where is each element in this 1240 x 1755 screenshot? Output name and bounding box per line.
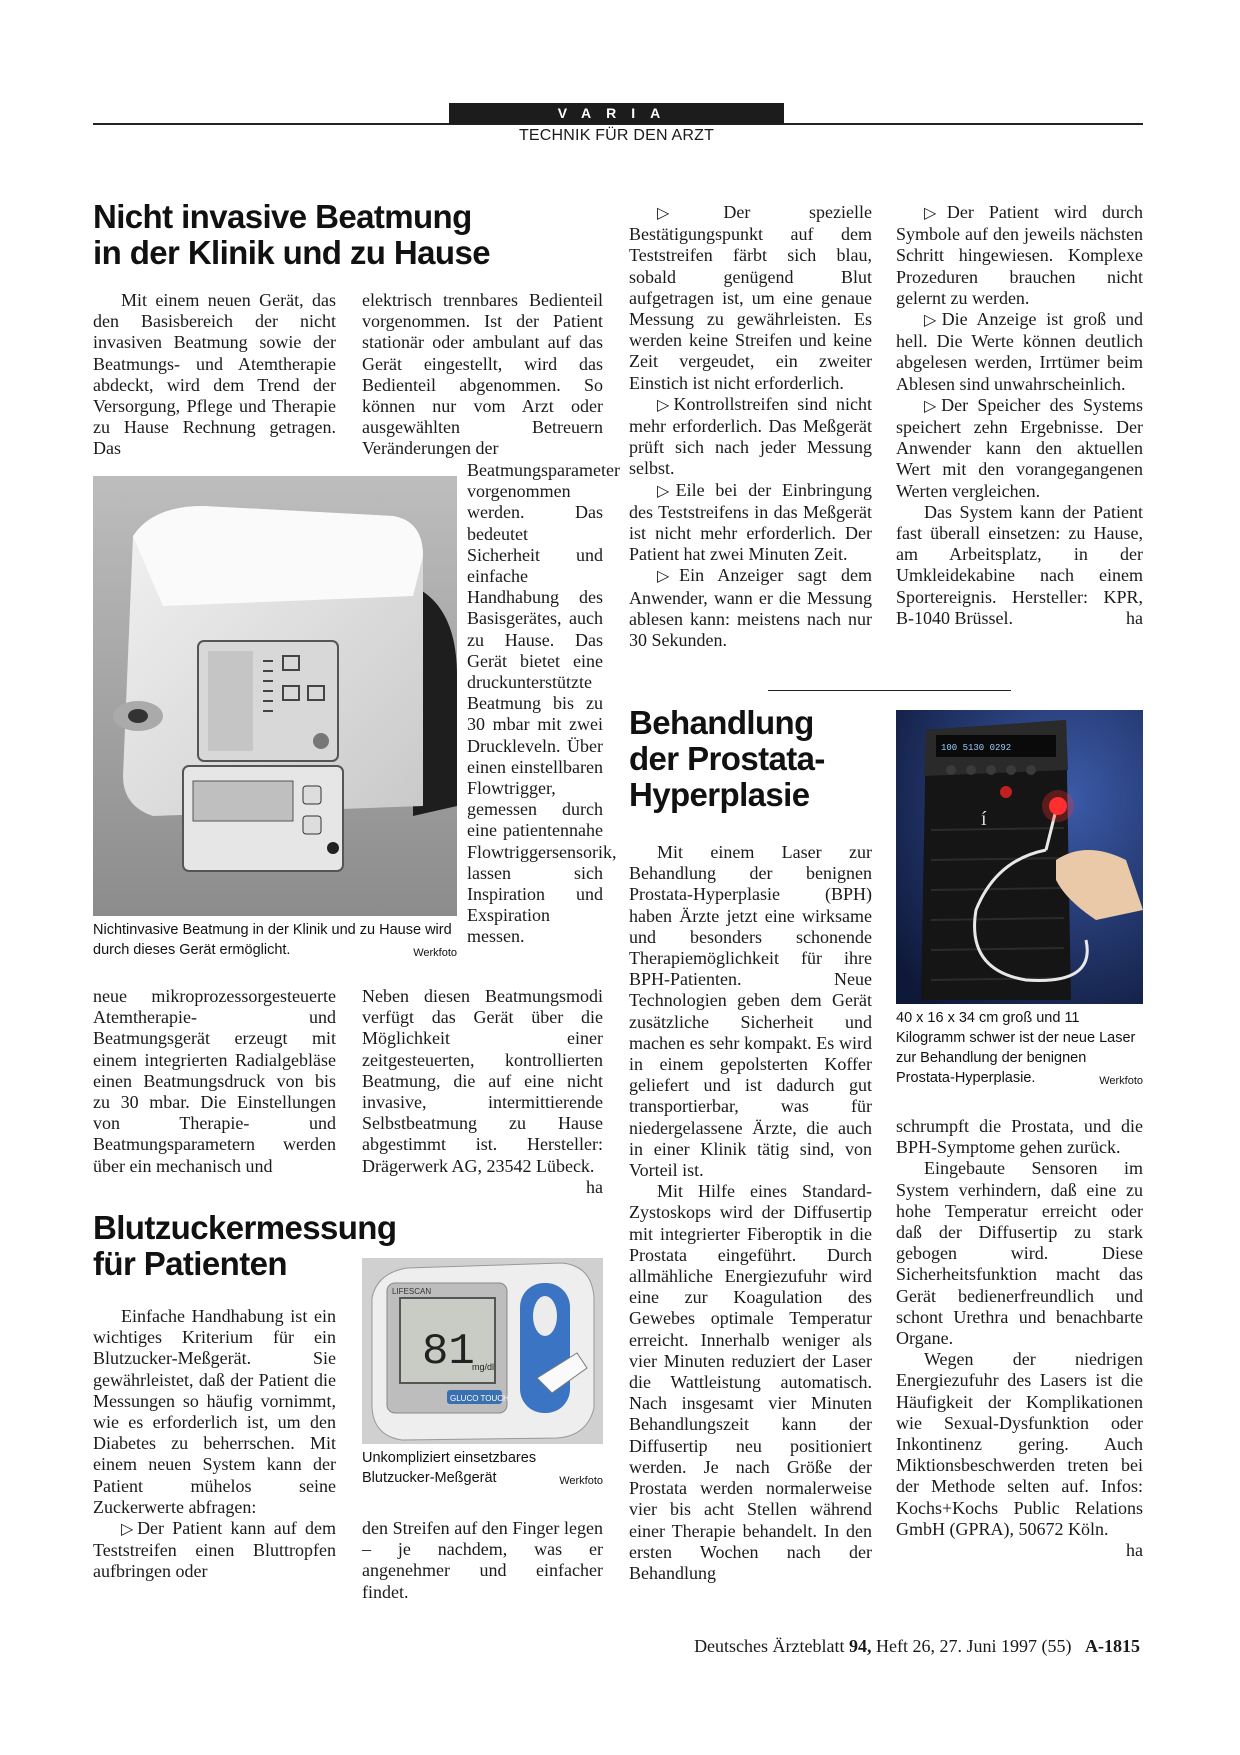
ventilator-caption: Nichtinvasive Beatmung in der Klinik und zu Hause wird durch dieses Gerät ermöglicht. Werkfoto: [93, 920, 457, 963]
ventilator-credit: Werkfoto: [413, 947, 457, 959]
brand-label: LIFESCAN: [392, 1287, 432, 1296]
article1-headline: Nicht invasive Beatmung in der Klinik und zu Hause: [93, 198, 490, 271]
laser-photo: [896, 710, 1143, 1004]
glucose-unit: mg/dl: [472, 1362, 495, 1372]
article1-col1-bottom: neue mikroprozessorgesteuerte Atemtherapie- und Beatmungsgerät erzeugt mit einem integrierten Radialgebläse einen Beatmungsdruck von bis zu 30 mbar. Die Einstellungen von Therapie- und Beatmungsparametern werden über ein mechanisch und: [93, 986, 336, 1176]
article3-col3: Mit einem Laser zur Behandlung der benignen Prostata-Hyperplasie (BPH) haben Ärzte jetzt eine wirksame und besonders schonende Therapiemöglichkeit für ihre BPH-Patienten. Neue Technologien geben dem Gerät zusätzliche Sicherheit und machen es sehr kompakt. Es wird in einem gepolsterten Koffer geliefert und ist dadurch gut transportierbar, was für niedergelassene Ärzte, die auch in einer Klinik tätig sind, von Vorteil ist. Mit Hilfe eines Standard-Zystoskops wird der Diffusertip mit integrierter Fiberoptik in die Prostata eingeführt. Durch allmähliche Energiezufuhr wird eine zur Koagulation des Gewebes optimale Temperatur erreicht. Innerhalb weniger als vier Minuten reduziert der Laser die Wattleistung automatisch. Nach insgesamt vier Minuten Behandlungszeit kann der Diffusertip neu positioniert werden. Je nach Größe der Prostata werden normalerweise vier bis acht Stellen während einer Therapie behandelt. In den ersten Wochen nach der Behandlung: [629, 842, 872, 1583]
bullet-triangle-icon: ▷: [657, 568, 680, 586]
article2-headline: Blutzuckermessung für Patienten: [93, 1209, 397, 1282]
page-footer: Deutsches Ärzteblatt 94, Heft 26, 27. Juni 1997 (55) A-1815: [694, 1636, 1140, 1656]
brand-button-label: GLUCO TOUCH: [450, 1394, 509, 1403]
bullet-triangle-icon: ▷: [924, 205, 947, 222]
glucose-credit: Werkfoto: [559, 1475, 603, 1487]
ventilator-photo: [93, 476, 457, 916]
bullet-triangle-icon: ▷: [924, 312, 942, 330]
page-number: A-1815: [1085, 1636, 1140, 1656]
article2-col1: Einfache Handhabung ist ein wichtiges Kriterium für ein Blutzucker-Meßgerät. Sie gewährleistet, daß der Patient die Messungen so häufig vornimmt, wie es erforderlich ist, um den Diabetes zu beherrschen. Mit einem neuen System kann der Patient mühelos seine Zuckerwerte abfragen: ▷Der Patient kann auf dem Teststreifen einen Bluttropfen aufbringen oder: [93, 1306, 336, 1582]
article2-col3-bullets: ▷Der spezielle Bestätigungspunkt auf dem Teststreifen färbt sich blau, sobald genügend Blut aufgetragen ist, um eine genaue Messung zu gewährleisten. Es werden keine Streifen und keine Zeit vergeudet, ein zweiter Einstich ist nicht erforderlich. ▷Kontrollstreifen sind nicht mehr erforderlich. Das Meßgerät prüft sich nach jeder Messung selbst. ▷Eile bei der Einbringung des Teststreifens in das Meßgerät ist nicht mehr erforderlich. Der Patient hat zwei Minuten Zeit. ▷Ein Anzeiger sagt dem Anwender, wann er die Messung ablesen kann: meistens nach nur 30 Sekunden.: [629, 202, 873, 651]
article1-col1-top: Mit einem neuen Gerät, das den Basisbereich der nicht invasiven Beatmung sowie der Beatmungs- und Atemtherapie abdeckt, wird dem Trend der Versorgung, Pflege und Therapie zu Hause Rechnung getragen. Das: [93, 290, 336, 459]
svg-text:í: í: [981, 808, 987, 830]
subsection-title: TECHNIK FÜR DEN ARZT: [518, 127, 715, 144]
article1-col2-bottom: Neben diesen Beatmungsmodi verfügt das Gerät über die Möglichkeit einer zeitgesteuerten, kontrollierten Beatmung, die auf eine nicht invasive, intermittierende Selbstbeatmung zu Hause abgestimmt ist. Hersteller: Drägerwerk AG, 23542 Lübeck. ha: [362, 986, 603, 1197]
glucose-caption: Unkompliziert einsetzbares Blutzucker-Meßgerät Werkfoto: [362, 1448, 603, 1491]
glucose-meter-photo: [362, 1258, 603, 1444]
section-bar: VARIA: [449, 103, 784, 124]
laser-display: 100 5130 0292: [941, 743, 1012, 753]
bullet-triangle-icon: ▷: [924, 397, 942, 415]
bullet-triangle-icon: ▷: [657, 205, 724, 222]
laser-caption: 40 x 16 x 34 cm groß und 11 Kilogramm schwer ist der neue Laser zur Behandlung der benignen Prostata-Hyperplasie. Werkfoto: [896, 1008, 1143, 1091]
glucose-reading: 81: [422, 1327, 475, 1377]
article1-col2-narrow: Beatmungsparameter vorgenommen werden. Das bedeutet Sicherheit und einfache Handhabung des Basisgerätes, auch zu Hause. Das Gerät bietet eine druckunterstützte Beatmung bis zu 30 mbar mit zwei Druckleveln. Über einen einstellbaren Flowtrigger, gemessen durch eine patientennahe Flowtriggersensorik, lassen sich Inspiration und Exspiration messen.: [467, 460, 620, 947]
bullet-triangle-icon: ▷: [121, 1521, 138, 1539]
separator-rule: [768, 690, 1011, 691]
article2-col4-bullets: ▷Der Patient wird durch Symbole auf den jeweils nächsten Schritt hingewiesen. Komplexe Prozeduren brauchen nicht gelernt zu werden. ▷Die Anzeige ist groß und hell. Die Werte können deutlich abgelesen werden, Irrtümer beim Ablesen sind unwahrscheinlich. ▷Der Speicher des Systems speichert zehn Ergebnisse. Der Anwender kann den aktuellen Wert mit den vorangegangenen Werten vergleichen. Das System kann der Patient fast überall einsetzen: zu Hause, am Arbeitsplatz, in der Umkleidekabine nach einem Sportereignis. Hersteller: KPR, B-1040 Brüssel. ha: [896, 202, 1144, 628]
bullet-triangle-icon: ▷: [657, 482, 676, 500]
bullet-triangle-icon: ▷: [657, 396, 674, 414]
laser-credit: Werkfoto: [1099, 1075, 1143, 1087]
article2-col2: den Streifen auf den Finger legen – je nachdem, was er angenehmer und einfacher findet.: [362, 1518, 603, 1602]
article3-col4: schrumpft die Prostata, und die BPH-Symptome gehen zurück. Eingebaute Sensoren im System verhindern, daß eine zu hohe Temperatur erreicht oder daß der Diffusertip zu stark gebogen wird. Diese Sicherheitsfunktion macht das Gerät bedienerfreundlich und schont Urethra und benachbarte Organe. Wegen der niedrigen Energiezufuhr des Lasers ist die Häufigkeit der Komplikationen wie Sexual-Dysfunktion oder Inkontinenz gering. Auch Miktionsbeschwerden treten bei der Methode selten auf. Infos: Kochs+Kochs Public Relations GmbH (GPRA), 50672 Köln. ha: [896, 1116, 1143, 1561]
article3-headline: Behandlung der Prostata- Hyperplasie: [629, 704, 825, 813]
article1-col2-top: elektrisch trennbares Bedienteil vorgenommen. Ist der Patient stationär oder ambulant auf das Gerät eingestellt, wird das Bedienteil abgenommen. So können nur vom Arzt oder ausgewählten Betreuern Veränderungen der: [362, 290, 603, 459]
